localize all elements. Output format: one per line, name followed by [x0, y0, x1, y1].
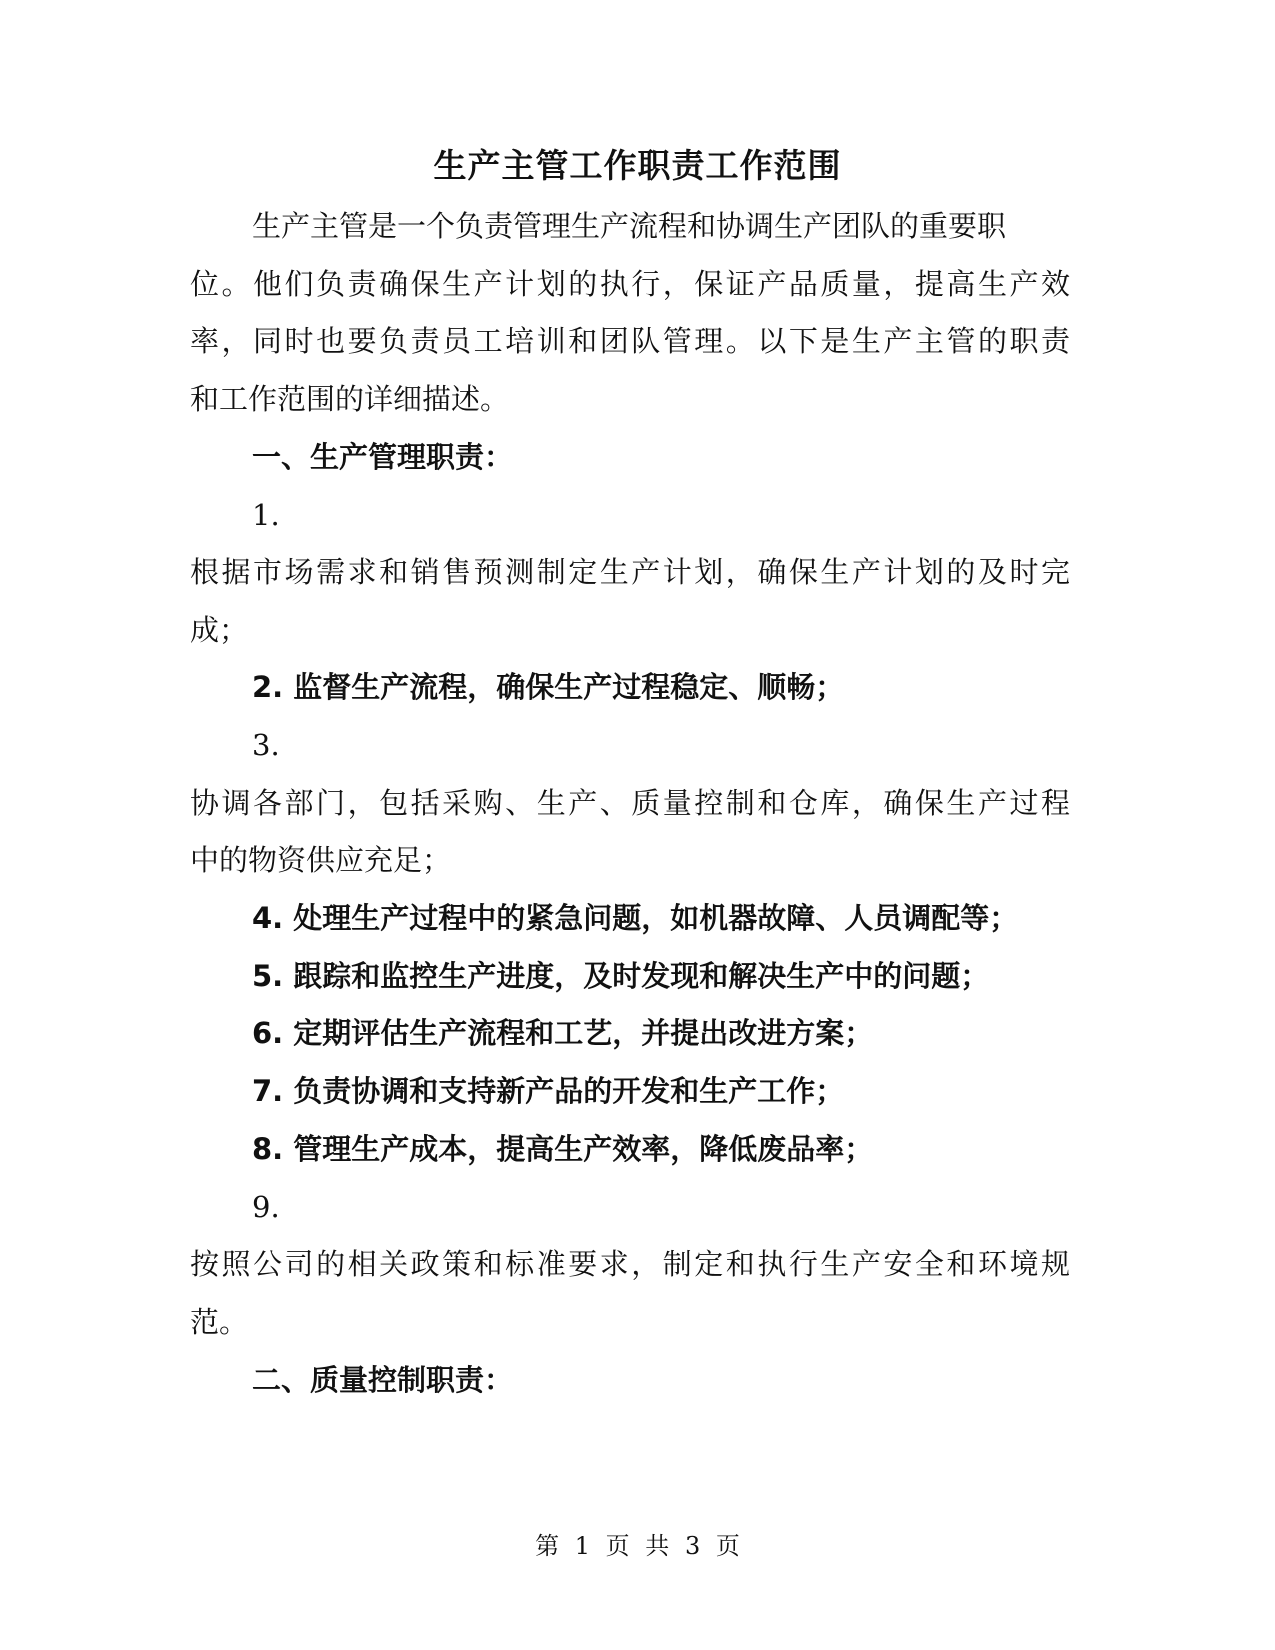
- list-item-8: 8. 管理生产成本，提高生产效率，降低废品率；: [252, 1132, 874, 1166]
- list-item-number: 9.: [252, 1190, 280, 1224]
- list-item-number: 1.: [252, 498, 280, 532]
- list-item-7: 7. 负责协调和支持新产品的开发和生产工作；: [252, 1074, 845, 1108]
- list-item-number: 3.: [252, 728, 280, 762]
- list-item-9-line-2: 范。: [190, 1305, 249, 1339]
- list-item-3-line-1: 协调各部门，包括采购、生产、质量控制和仓库，确保生产过程: [190, 786, 1070, 820]
- section-heading-quality: 二、质量控制职责：: [252, 1363, 514, 1397]
- list-item-4: 4. 处理生产过程中的紧急问题，如机器故障、人员调配等；: [252, 901, 1019, 935]
- intro-line-1: 生产主管是一个负责管理生产流程和协调生产团队的重要职: [252, 209, 1007, 243]
- intro-line-2: 位。他们负责确保生产计划的执行，保证产品质量，提高生产效: [190, 267, 1070, 301]
- list-item-5: 5. 跟踪和监控生产进度，及时发现和解决生产中的问题；: [252, 959, 990, 993]
- intro-line-3: 率，同时也要负责员工培训和团队管理。以下是生产主管的职责: [190, 324, 1070, 358]
- page-footer: 第 1 页 共 3 页: [535, 1532, 740, 1560]
- list-item-3-line-2: 中的物资供应充足；: [190, 843, 452, 877]
- section-heading-production: 一、生产管理职责：: [252, 440, 514, 474]
- list-item-1-line-2: 成；: [190, 613, 249, 647]
- intro-line-4: 和工作范围的详细描述。: [190, 382, 510, 416]
- list-item-9-line-1: 按照公司的相关政策和标准要求，制定和执行生产安全和环境规: [190, 1247, 1070, 1281]
- list-item-2: 2. 监督生产流程，确保生产过程稳定、顺畅；: [252, 670, 845, 704]
- document-title: 生产主管工作职责工作范围: [433, 146, 842, 185]
- list-item-1-line-1: 根据市场需求和销售预测制定生产计划，确保生产计划的及时完: [190, 555, 1070, 589]
- list-item-6: 6. 定期评估生产流程和工艺，并提出改进方案；: [252, 1016, 874, 1050]
